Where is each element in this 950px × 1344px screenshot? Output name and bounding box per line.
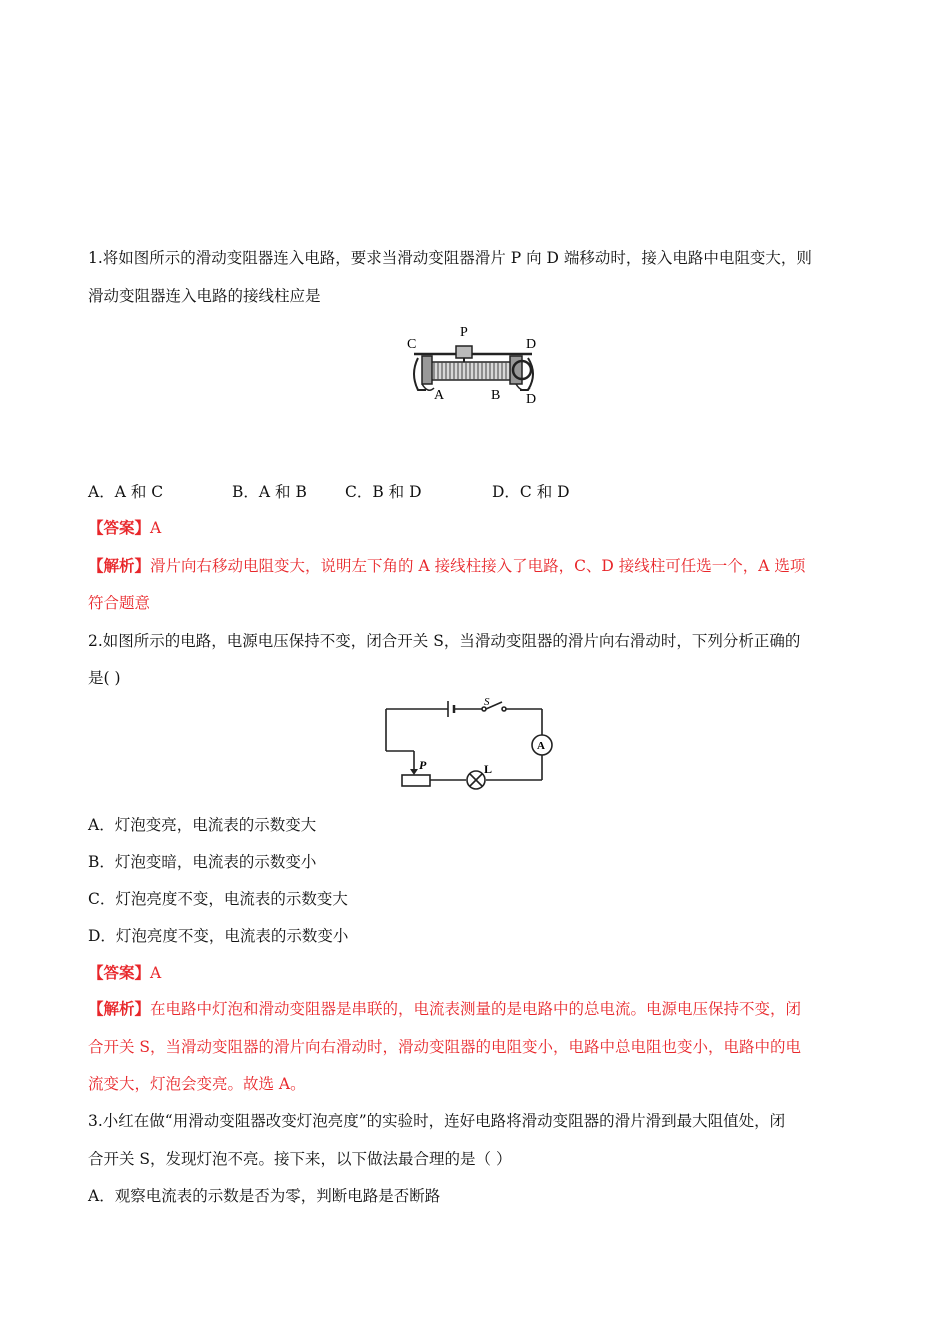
q2-analysis-line1 xyxy=(88,999,868,1019)
analysis-text: 滑片向右移动电阻变大，说明左下角的 A 接线柱接入了电路，C、D 接线柱可任选一个，A 选项 xyxy=(150,557,806,575)
label-p: P xyxy=(419,758,427,772)
q1-option-a[interactable]: A．A 和 C xyxy=(88,483,164,501)
answer-value: A xyxy=(150,964,162,982)
q1-stem-line1: 1.将如图所示的滑动变阻器连入电路，要求当滑动变阻器滑片 P 向 D 端移动时，接入电路中电阻变大，则 xyxy=(88,249,812,267)
label-d: D xyxy=(526,337,537,352)
q2-option-d[interactable]: D．灯泡亮度不变，电流表的示数变小 xyxy=(88,927,349,945)
q3-option-a[interactable]: A．观察电流表的示数是否为零，判断电路是否断路 xyxy=(88,1187,441,1205)
label-s: S xyxy=(484,696,490,708)
q2-analysis-line3: 流变大，灯泡会变亮。故选 A。 xyxy=(88,1075,306,1093)
label-b: B xyxy=(491,388,501,403)
label-p: P xyxy=(460,325,468,340)
q1-stem-line2: 滑动变阻器连入电路的接线柱应是 xyxy=(88,287,321,305)
q3-stem-line1: 3.小红在做“用滑动变阻器改变灯泡亮度”的实验时，连好电路将滑动变阻器的滑片滑到最大阻值处，闭 xyxy=(88,1112,786,1130)
answer-value: A xyxy=(150,519,162,537)
q2-option-c[interactable]: C．灯泡亮度不变，电流表的示数变大 xyxy=(88,890,348,908)
analysis-tag: 【解析】 xyxy=(88,556,151,575)
q1-analysis-line1 xyxy=(88,556,868,576)
analysis-tag: 【解析】 xyxy=(88,999,151,1018)
rheostat-figure xyxy=(400,318,550,410)
answer-tag: 【答案】 xyxy=(88,518,151,537)
q1-option-b[interactable]: B．A 和 B xyxy=(232,483,307,501)
answer-tag: 【答案】 xyxy=(88,963,151,982)
q2-stem-line2: 是( ) xyxy=(88,669,121,687)
label-a: A xyxy=(434,388,445,403)
q1-answer xyxy=(88,518,868,538)
label-ammeter: A xyxy=(537,740,545,752)
circuit-figure xyxy=(378,695,568,795)
label-d2: D xyxy=(526,392,537,407)
q1-option-d[interactable]: D．C 和 D xyxy=(492,483,570,501)
q3-stem-line2: 合开关 S，发现灯泡不亮。接下来，以下做法最合理的是（ ） xyxy=(88,1150,512,1168)
analysis-text: 在电路中灯泡和滑动变阻器是串联的，电流表测量的是电路中的总电流。电源电压保持不变，闭 xyxy=(150,1000,802,1018)
q2-answer xyxy=(88,963,868,983)
q2-option-a[interactable]: A．灯泡变亮，电流表的示数变大 xyxy=(88,816,317,834)
q1-analysis-line2: 符合题意 xyxy=(88,594,151,612)
label-c: C xyxy=(407,337,417,352)
q2-analysis-line2: 合开关 S，当滑动变阻器的滑片向右滑动时，滑动变阻器的电阻变小，电路中总电阻也变小，电路中的电 xyxy=(88,1038,802,1056)
label-l: L xyxy=(484,762,493,776)
q2-option-b[interactable]: B．灯泡变暗，电流表的示数变小 xyxy=(88,853,317,871)
q1-option-c[interactable]: C．B 和 D xyxy=(345,483,422,501)
q2-stem-line1: 2.如图所示的电路，电源电压保持不变，闭合开关 S，当滑动变阻器的滑片向右滑动时，下列分析正确的 xyxy=(88,632,801,650)
